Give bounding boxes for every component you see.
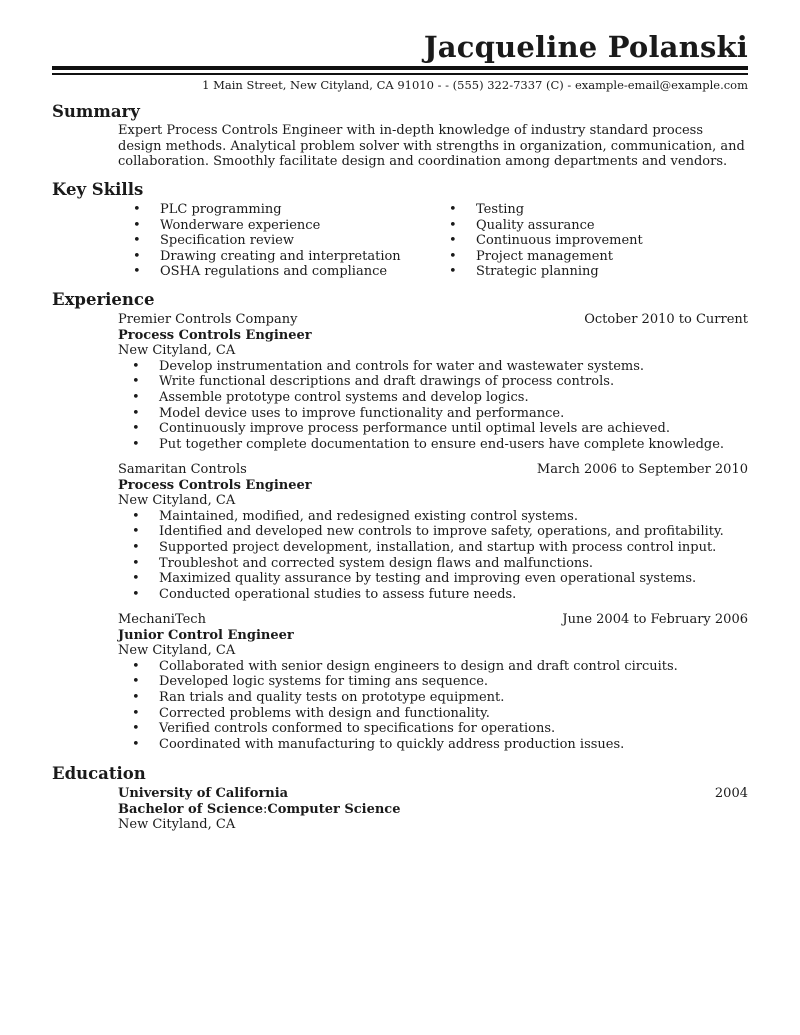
job-entry (118, 612, 748, 752)
header-rule-thick (52, 66, 748, 70)
job-bullets (118, 509, 748, 603)
degree-field: Computer Science (267, 801, 401, 817)
skill-item: • Wonderware experience (133, 218, 401, 234)
candidate-name: Jacqueline Polanski (423, 30, 748, 64)
skills-list-right (449, 202, 643, 280)
job-bullet: • Maintained, modified, and redesigned existing control systems. (118, 509, 748, 525)
graduation-year: 2004 (714, 786, 748, 801)
skill-item: • Project management (449, 249, 643, 265)
job-bullet: • Assemble prototype control systems and develop logics. (118, 390, 748, 406)
job-bullet: • Troubleshot and corrected system design flaws and malfunctions. (118, 556, 748, 572)
company-name: Premier Controls Company (118, 312, 298, 327)
skill-item: • Drawing creating and interpretation (133, 249, 401, 265)
skills-list-left (133, 202, 401, 280)
school-location: New Cityland, CA (118, 817, 236, 833)
job-bullet: • Ran trials and quality tests on prototype equipment. (118, 690, 748, 706)
degree-name: Bachelor of Science (118, 801, 263, 817)
job-entry (118, 462, 748, 602)
job-bullet: • Continuously improve process performance until optimal levels are achieved. (118, 421, 748, 437)
job-bullet: • Develop instrumentation and controls for water and wastewater systems. (118, 359, 748, 375)
job-location: New Cityland, CA (118, 643, 236, 659)
job-dates: October 2010 to Current (584, 312, 748, 327)
job-bullets (118, 659, 748, 753)
company-name: Samaritan Controls (118, 462, 247, 477)
job-bullet: • Model device uses to improve functionality and performance. (118, 406, 748, 422)
skill-item: • Testing (449, 202, 643, 218)
job-title: Process Controls Engineer (118, 327, 312, 343)
job-dates: June 2004 to February 2006 (562, 612, 748, 627)
job-location: New Cityland, CA (118, 493, 236, 509)
skills-heading: Key Skills (52, 180, 144, 199)
summary-text: Expert Process Controls Engineer with in-depth knowledge of industry standard process design methods. Analytical problem solver with strengths in organization, communication, and collaboration. Smoothly facilitate design and coordination among departments and vendors. (118, 123, 745, 169)
job-bullet: • Write functional descriptions and draft drawings of process controls. (118, 374, 748, 390)
job-bullet: • Maximized quality assurance by testing and improving even operational systems. (118, 571, 748, 587)
skill-item: • Continuous improvement (449, 233, 643, 249)
skill-item: • Quality assurance (449, 218, 643, 234)
job-bullet: • Put together complete documentation to ensure end-users have complete knowledge. (118, 437, 748, 453)
job-title: Process Controls Engineer (118, 477, 312, 493)
job-bullet: • Coordinated with manufacturing to quickly address production issues. (118, 737, 748, 753)
summary-heading: Summary (52, 102, 140, 121)
contact-line: 1 Main Street, New Cityland, CA 91010 - - (555) 322-7337 (C) - example-email@example.com (202, 78, 748, 92)
job-bullet: • Identified and developed new controls to improve safety, operations, and profitability. (118, 524, 748, 540)
job-bullet: • Supported project development, installation, and startup with process control input. (118, 540, 748, 556)
job-bullet: • Collaborated with senior design engineers to design and draft control circuits. (118, 659, 748, 675)
job-bullets (118, 359, 748, 453)
job-bullet: • Developed logic systems for timing ans sequence. (118, 674, 748, 690)
job-location: New Cityland, CA (118, 343, 236, 359)
skill-item: • Strategic planning (449, 264, 643, 280)
experience-heading: Experience (52, 290, 155, 309)
job-bullet: • Verified controls conformed to specifications for operations. (118, 721, 748, 737)
skill-item: • OSHA regulations and compliance (133, 264, 401, 280)
job-bullet: • Conducted operational studies to assess future needs. (118, 587, 748, 603)
company-name: MechaniTech (118, 612, 206, 627)
education-heading: Education (52, 764, 146, 783)
job-entry (118, 312, 748, 452)
job-dates: March 2006 to September 2010 (536, 462, 748, 477)
job-title: Junior Control Engineer (118, 627, 294, 643)
header-rule-thin (52, 73, 748, 75)
job-bullet: • Corrected problems with design and functionality. (118, 706, 748, 722)
education-entry (118, 786, 748, 833)
skill-item: • PLC programming (133, 202, 401, 218)
skill-item: • Specification review (133, 233, 401, 249)
school-name: University of California (118, 786, 289, 801)
degree-separator: : (262, 801, 268, 817)
